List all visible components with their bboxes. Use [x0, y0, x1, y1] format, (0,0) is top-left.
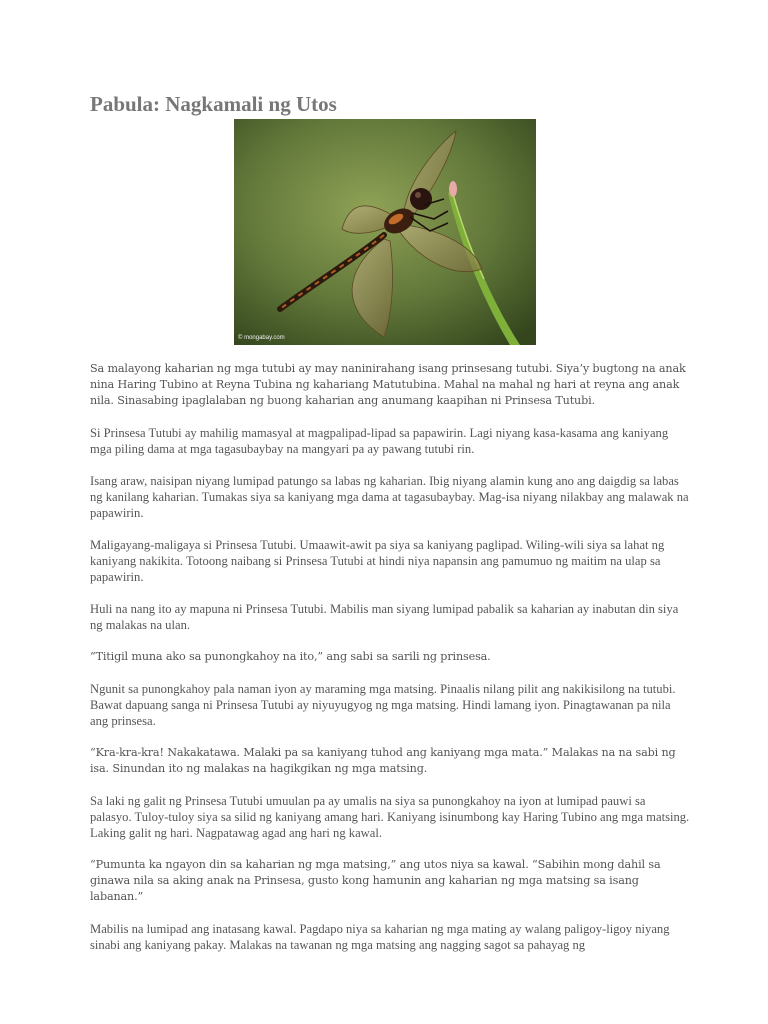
paragraph: Sa laki ng galit ng Prinsesa Tutubi umuulan pa ay umalis na siya sa punongkahoy na iyon at lumipad pauwi sa palasyo. Tuloy-tuloy siya sa silid ng kaniyang amang hari. Kaniyang isinumbong kay Haring Tubino ang mga matsing. Laking galit ng hari. Nagpatawag agad ang hari ng kawal. — [90, 794, 690, 840]
story-body — [90, 361, 690, 969]
paragraph: Isang araw, naisipan niyang lumipad patungo sa labas ng kaharian. Ibig niyang alamin kung ano ang daigdig sa labas ng kanilang kaharian. Tumakas siya sa kaniyang mga dama at tagasubaybay. Mag-isa niyang nilakbay ang malawak na papawirin. — [90, 474, 689, 520]
paragraph: Mabilis na lumipad ang inatasang kawal. Pagdapo niya sa kaharian ng mga mating ay walang paligoy-ligoy niyang sinabi ang kaniyang pakay. Malakas na tawanan ng mga matsing ang nagging sagot sa pahayag ng — [90, 922, 670, 952]
paragraph: “Kra-kra-kra! Nakakatawa. Malaki pa sa kaniyang tuhod ang kaniyang mga mata.” Malakas na na sabi ng isa. Sinundan ito ng malakas na hagikgikan ng mga matsing. — [90, 746, 676, 775]
paragraph: Ngunit sa punongkahoy pala naman iyon ay maraming mga matsing. Pinaalis nilang pilit ang nakikisilong na tutubi. Bawat dapuang sanga ni Prinsesa Tutubi ay niyuyugyog ng mga matsing. Hindi lamang iyon. Pinagtawanan pa nila ang prinsesa. — [90, 682, 676, 728]
paragraph: Sa malayong kaharian ng mga tutubi ay may naninirahang isang prinsesang tutubi. Siya’y bugtong na anak nina Haring Tubino at Reyna Tubina ng kahariang Matutubina. Mahal na mahal ng hari at reyna ang anak nila. Sinasabing ipaglalaban ng buong kaharian ang anumang kaapihan ni Prinsesa Tutubi. — [90, 362, 686, 407]
dragonfly-photo — [234, 119, 536, 345]
paragraph: Si Prinsesa Tutubi ay mahilig mamasyal at magpalipad-lipad sa papawirin. Lagi niyang kasa-kasama ang kaniyang mga piling dama at mga tagasubaybay na mangyari pa ay pawang tutubi rin. — [90, 426, 669, 456]
paragraph: Maligayang-maligaya si Prinsesa Tutubi. Umaawit-awit pa siya sa kaniyang paglipad. Wiling-wili siya sa lahat ng kaniyang nakikita. Totoong naibang si Prinsesa Tutubi at hindi niya napansin ang pamumuo ng maitim na ulap sa papawirin. — [90, 538, 665, 584]
photo-credit: © mongabay.com — [238, 335, 285, 341]
paragraph: “Pumunta ka ngayon din sa kaharian ng mga matsing,” ang utos niya sa kawal. “Sabihin mong dahil sa ginawa nila sa aking anak na Prinsesa, gusto kong hamunin ang kaharian ng mga matsing sa isang labanan.” — [90, 858, 661, 903]
paragraph: Huli na nang ito ay mapuna ni Prinsesa Tutubi. Mabilis man siyang lumipad pabalik sa kaharian ay inabutan din siya ng malakas na ulan. — [90, 602, 679, 632]
paragraph: “Titigil muna ako sa punongkahoy na ito,” ang sabi sa sarili ng prinsesa. — [90, 650, 491, 663]
page-title: Pabula: Nagkamali ng Utos — [90, 92, 337, 116]
